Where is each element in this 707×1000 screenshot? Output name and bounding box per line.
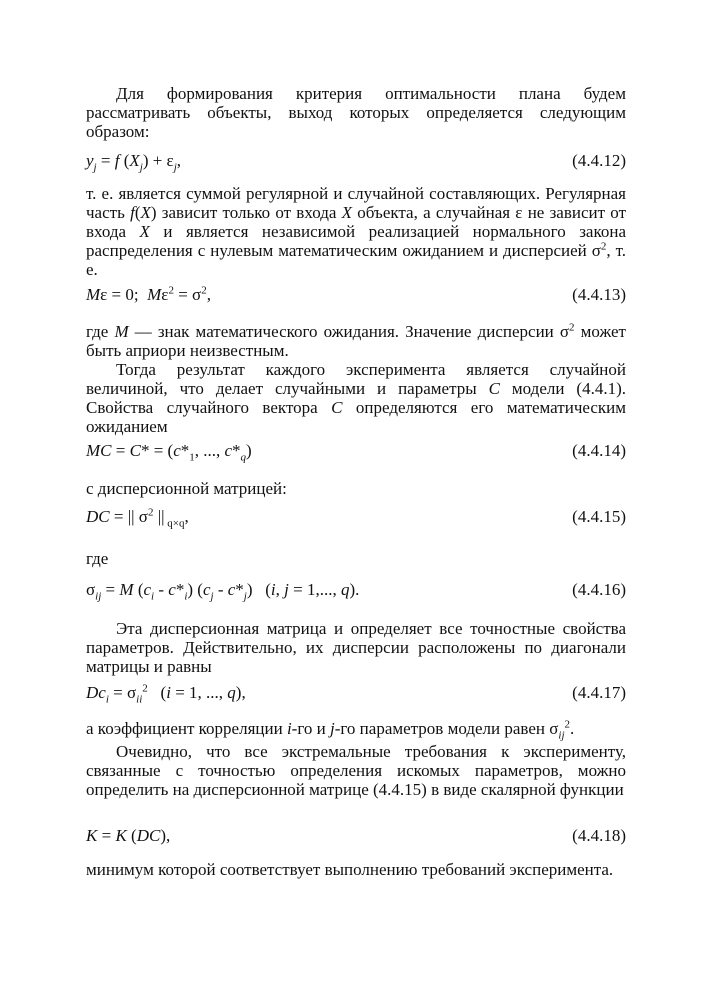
formula: $\sigma_{ij} = M$ $(c_i - c*_i)$ $(c_j - c*_j)$ (i, j = 1,..., q). xyxy=(86,580,360,603)
equation-number: (4.4.14) xyxy=(572,441,626,460)
equation-4-4-12 xyxy=(86,151,626,173)
formula: DC = || $\sigma^2$ || $_{q\times q}$, xyxy=(86,506,189,530)
paragraph-3: Тогда результат каждого эксперимента является случайной величиной, что делает случайными и параметры C модели (4.4.1). Свойства случайного вектора C определяются его математическим ожиданием xyxy=(86,360,626,436)
paragraph-2b: где M — знак математического ожидания. Значение дисперсии $\sigma^2$ может быть априори неизвестным. xyxy=(86,321,626,360)
equation-number: (4.4.15) xyxy=(572,507,626,526)
paragraph-8: Очевидно, что все экстремальные требования к эксперименту, связанные с точностью определения искомых параметров, можно определить на дисперсионной матрице (4.4.15) в виде скалярной функции xyxy=(86,742,626,799)
equation-number: (4.4.16) xyxy=(572,580,626,599)
equation-4-4-17 xyxy=(86,683,626,705)
paragraph-1: Для формирования критерия оптимальности плана будем рассматривать объекты, выход которых определяется следующим образом: xyxy=(86,84,626,141)
paragraph-2: т. е. является суммой регулярной и случайной составляющих. Регулярная часть f(X) зависит только от входа X объекта, а случайная ε не зависит от входа X и является независимой реализацией нормального закона распределения с нулевым математическим ожиданием и дисперсией $\sigma^2$, т. е. xyxy=(86,184,627,279)
formula: Mε = 0; $M\varepsilon^2 = \sigma^2$, xyxy=(86,284,211,304)
formula: K = K (DC), xyxy=(86,826,171,845)
equation-number: (4.4.12) xyxy=(572,151,626,170)
paragraph-6: Эта дисперсионная матрица и определяет все точностные свойства параметров. Действительно, их дисперсии расположены по диагонали матрицы и равны xyxy=(86,619,626,676)
formula: MC = $C* = (c*_1$, ..., $c*_q$) xyxy=(86,441,252,464)
equation-number: (4.4.18) xyxy=(572,826,626,845)
equation-4-4-18 xyxy=(86,826,626,848)
equation-number: (4.4.17) xyxy=(572,683,626,702)
equation-4-4-15 xyxy=(86,507,626,529)
equation-4-4-16 xyxy=(86,580,626,602)
paragraph-9: минимум которой соответствует выполнению требований эксперимента. xyxy=(86,860,614,879)
paragraph-7: а коэффициент корреляции i-го и j-го параметров модели равен $\sigma_{ij}^2$. xyxy=(86,718,575,742)
equation-4-4-13 xyxy=(86,285,626,307)
paragraph-5: где xyxy=(86,549,109,568)
equation-4-4-14 xyxy=(86,441,626,463)
formula: $y_j = f$ $(X_j) + \varepsilon_j$, xyxy=(86,151,182,174)
paragraph-4: с дисперсионной матрицей: xyxy=(86,479,287,498)
equation-number: (4.4.13) xyxy=(572,285,626,304)
formula: $Dc_i = \sigma_{ii}^2$ (i = 1, ..., q), xyxy=(86,682,246,706)
